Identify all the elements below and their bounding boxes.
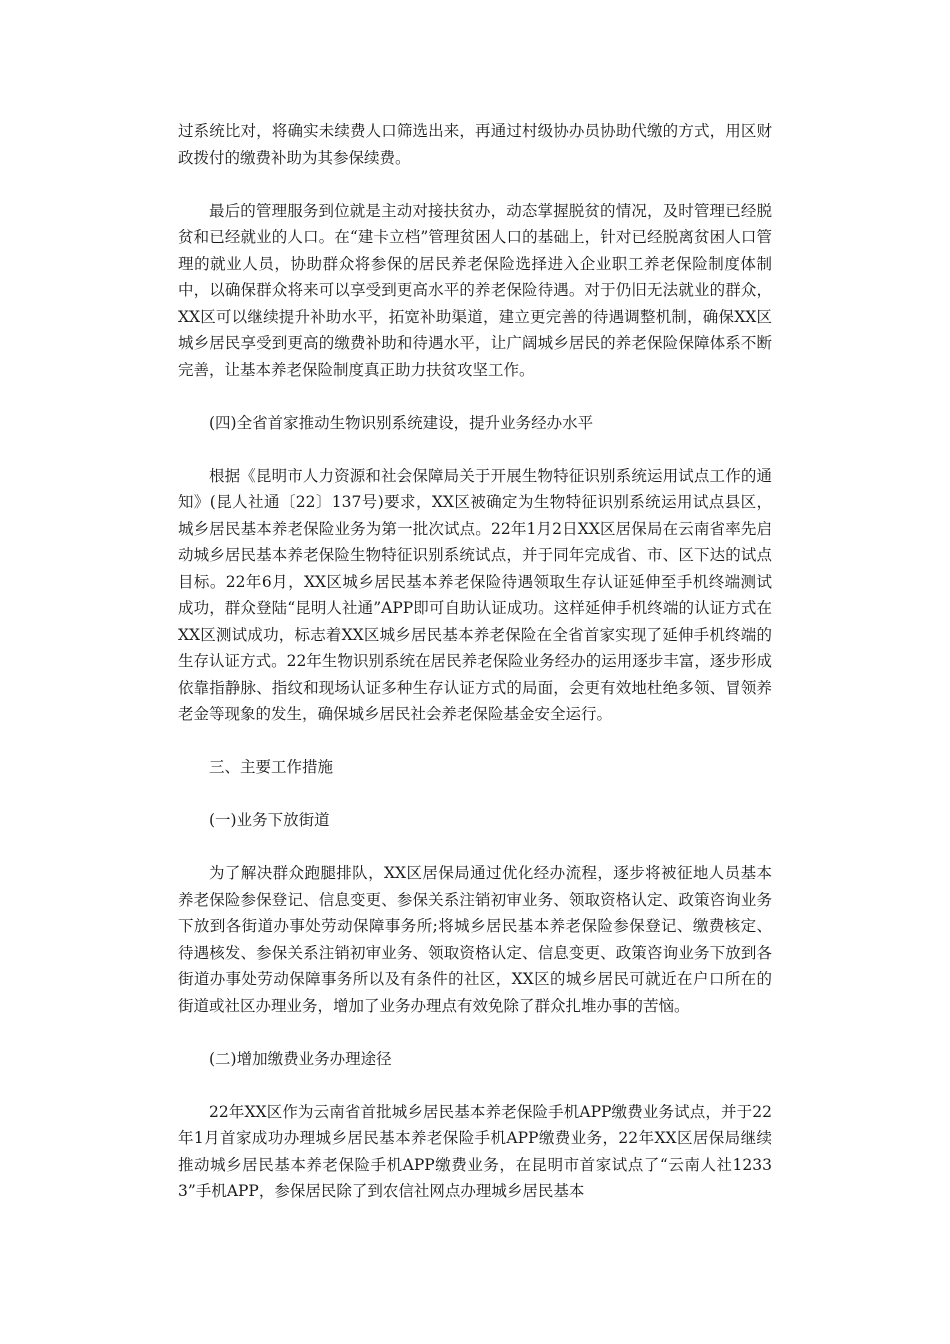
paragraph-biometric: 根据《昆明市人力资源和社会保障局关于开展生物特征识别系统运用试点工作的通知》(昆人社通〔22〕137号)要求，XX区被确定为生物特征识别系统运用试点县区，城乡居民基本养老保险业务为第一批次试点。22年1月2日XX区居保局在云南省率先启动城乡居民基本养老保险生物特征识别系统试点，并于同年完成省、市、区下达的试点目标。22年6月，XX区城乡居民基本养老保险待遇领取生存认证延伸至手机终端测试成功，群众登陆“昆明人社通”APP即可自助认证成功。这样延伸手机终端的认证方式在XX区测试成功，标志着XX区城乡居民基本养老保险在全省首家实现了延伸手机终端的生存认证方式。22年生物识别系统在居民养老保险业务经办的运用逐步丰富，逐步形成依靠指静脉、指纹和现场认证多种生存认证方式的局面，会更有效地杜绝多领、冒领养老金等现象的发生，确保城乡居民社会养老保险基金安全运行。 xyxy=(178,466,772,723)
section-heading-4: (四)全省首家推动生物识别系统建设，提升业务经办水平 xyxy=(209,413,594,432)
paragraph-management-service: 最后的管理服务到位就是主动对接扶贫办，动态掌握脱贫的情况，及时管理已经脱贫和已经就业的人口。在“建卡立档”管理贫困人口的基础上，针对已经脱离贫困人口管理的就业人员，协助群众将参保的居民养老保险选择进入企业职工养老保险制度体制中，以确保群众将来可以享受到更高水平的养老保险待遇。对于仍旧无法就业的群众，XX区可以继续提升补助水平，拓宽补助渠道，建立更完善的待遇调整机制，确保XX区城乡居民享受到更高的缴费补助和待遇水平，让广阔城乡居民的养老保险保障体系不断完善，让基本养老保险制度真正助力扶贫攻坚工作。 xyxy=(178,201,772,379)
paragraph-continuation: 过系统比对，将确实未续费人口筛选出来，再通过村级协办员协助代缴的方式，用区财政拨付的缴费补助为其参保续费。 xyxy=(178,122,772,167)
document-body xyxy=(178,118,772,1231)
chapter-heading-3: 三、主要工作措施 xyxy=(209,758,334,776)
paragraph-street-services: 为了解决群众跑腿排队，XX区居保局通过优化经办流程，逐步将被征地人员基本养老保险参保登记、信息变更、参保关系注销初审业务、领取资格认定、政策咨询业务下放到各街道办事处劳动保障事务所;将城乡居民基本养老保险参保登记、缴费核定、待遇核发、参保关系注销初审业务、领取资格认定、信息变更、政策咨询业务下放到各街道办事处劳动保障事务所以及有条件的社区，XX区的城乡居民可就近在户口所在的街道或社区办理业务，增加了业务办理点有效免除了群众扎堆办事的苦恼。 xyxy=(178,864,772,1015)
section-heading-2: (二)增加缴费业务办理途径 xyxy=(209,1049,392,1068)
section-heading-1: (一)业务下放街道 xyxy=(209,811,330,829)
paragraph-app-payment: 22年XX区作为云南省首批城乡居民基本养老保险手机APP缴费业务试点，并于22年1月首家成功办理城乡居民基本养老保险手机APP缴费业务，22年XX区居保局继续推动城乡居民基本养老保险手机APP缴费业务，在昆明市首家试点了“云南人社12333”手机APP，参保居民除了到农信社网点办理城乡居民基本 xyxy=(178,1102,772,1200)
